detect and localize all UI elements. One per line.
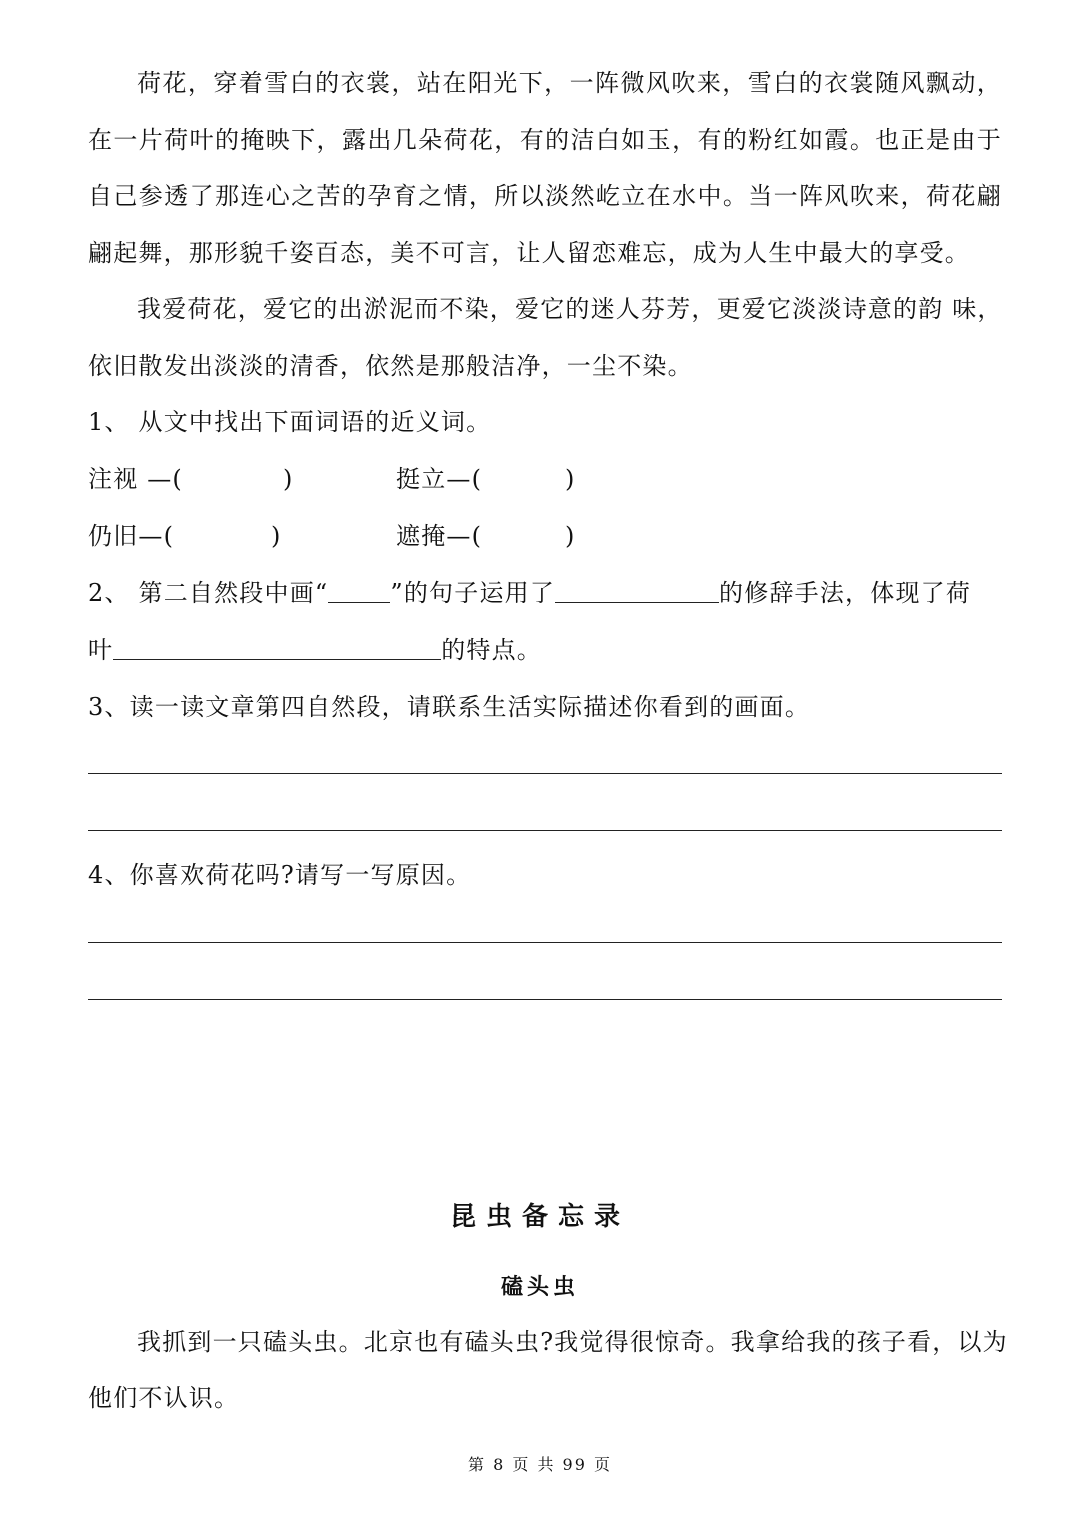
passage-p2-line-2: 依旧散发出淡淡的清香，依然是那般洁净，一尘不染。 xyxy=(88,352,693,380)
q2-part-d: 叶 xyxy=(88,636,114,664)
q1-close-paren-1: ) xyxy=(283,465,294,493)
q2-blank-feature[interactable] xyxy=(113,637,441,660)
question-4-text: 4、你喜欢荷花吗?请写一写原因。 xyxy=(88,861,472,889)
q2-part-a: 2、 第二自然段中画“ xyxy=(88,579,329,607)
q1-word-zheyan: 遮掩—( xyxy=(396,522,483,550)
q1-word-zhushi: 注视 —( xyxy=(88,465,183,493)
passage-p2-line-1: 我爱荷花，爱它的出淤泥而不染，爱它的迷人芬芳，更爱它淡淡诗意的韵 味， xyxy=(137,295,1003,323)
article-line-1: 我抓到一只磕头虫。北京也有磕头虫?我觉得很惊奇。我拿给我的孩子看，以为 xyxy=(137,1328,1008,1356)
page-footer: 第 8 页 共 99 页 xyxy=(468,1455,612,1474)
q1-word-rengjiu: 仍旧—( xyxy=(88,522,175,550)
article-line-2: 他们不认识。 xyxy=(88,1384,240,1412)
q1-close-paren-4: ) xyxy=(565,522,576,550)
question-2-line-2 xyxy=(88,633,542,667)
q2-part-e: 的特点。 xyxy=(441,636,543,664)
passage-p1-line-4: 翩起舞，那形貌千姿百态，美不可言，让人留恋难忘，成为人生中最大的享受。 xyxy=(88,239,970,267)
q1-close-paren-3: ) xyxy=(271,522,282,550)
q4-answer-line-1[interactable] xyxy=(88,942,1002,943)
q3-answer-line-2[interactable] xyxy=(88,830,1002,831)
q2-part-b: ”的句子运用了 xyxy=(390,579,556,607)
q2-blank-rhetoric[interactable] xyxy=(555,580,719,603)
passage-p1-line-1: 荷花，穿着雪白的衣裳，站在阳光下，一阵微风吹来，雪白的衣裳随风飘动， xyxy=(137,69,1002,97)
question-3-text: 3、读一读文章第四自然段，请联系生活实际描述你看到的画面。 xyxy=(88,693,811,721)
passage-p1-line-3: 自己参透了那连心之苦的孕育之情，所以淡然屹立在水中。当一阵风吹来，荷花翩 xyxy=(88,182,1002,210)
q1-close-paren-2: ) xyxy=(565,465,576,493)
q2-part-c: 的修辞手法，体现了荷 xyxy=(719,579,972,607)
q2-blank-sentence-mark[interactable] xyxy=(328,580,390,603)
q4-answer-line-2[interactable] xyxy=(88,999,1002,1000)
question-2-line-1 xyxy=(88,576,971,610)
article-subtitle: 磕头虫 xyxy=(500,1274,579,1300)
article-title: 昆虫备忘录 xyxy=(449,1202,630,1232)
passage-p1-line-2: 在一片荷叶的掩映下，露出几朵荷花，有的洁白如玉，有的粉红如霞。也正是由于 xyxy=(88,126,1002,154)
q1-word-tingli: 挺立—( xyxy=(396,465,483,493)
question-1-text: 1、 从文中找出下面词语的近义词。 xyxy=(88,408,492,436)
q3-answer-line-1[interactable] xyxy=(88,773,1002,774)
